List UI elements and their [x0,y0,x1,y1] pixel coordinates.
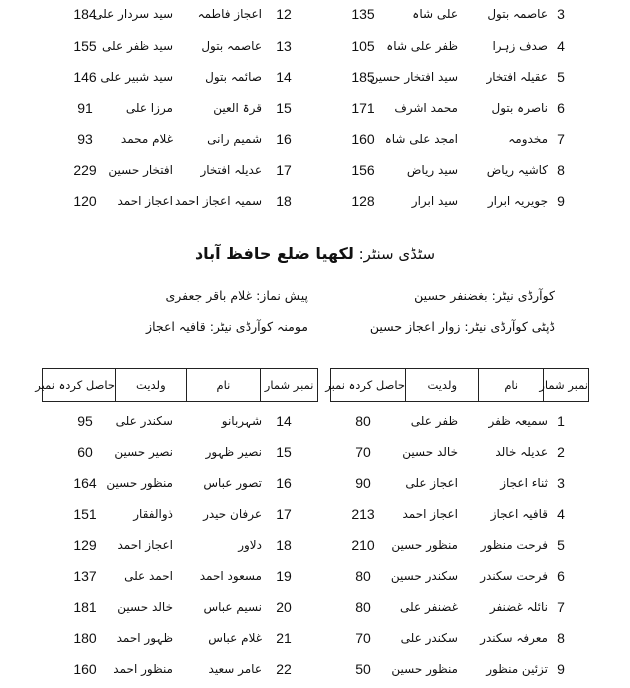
prayer-leader-line: پیش نماز: غلام باقر جعفری [165,288,308,303]
marks: 164 [73,475,97,491]
parent-name: نصیر حسین [114,445,173,459]
deputy-coordinator-line: ڈپٹی کوآرڈی نیٹر: زوار اعجاز حسین [369,319,555,334]
header-serial: نمبر شمار [543,369,588,401]
parent-name: مرزا علی [125,101,173,115]
parent-name: سید افتخار حسین [369,70,458,84]
table-row [0,623,630,653]
table-row [0,93,630,123]
marks: 80 [355,568,371,584]
marks: 120 [73,193,97,209]
parent-name: محمد اشرف [394,101,458,115]
marks: 160 [351,131,375,147]
serial-number: 15 [276,444,292,460]
parent-name: سید ابرار [411,194,458,208]
header-marks: حاصل کردہ نمبر [35,378,115,392]
parent-name: منظور حسین [391,662,458,676]
study-center-name: لکھیا ضلع حافظ آباد [194,244,354,263]
student-name: سمیعہ ظفر [488,414,548,428]
table-row [0,499,630,529]
parent-name: سید ظفر علی [102,39,173,53]
serial-number: 22 [276,661,292,677]
serial-number: 9 [557,661,565,677]
serial-number: 18 [276,537,292,553]
serial-number: 5 [557,537,565,553]
parent-name: سید شبیر علی [100,70,173,84]
student-name: عقیلہ افتخار [486,70,548,84]
student-name: ناصرہ بتول [491,101,548,115]
parent-name: غلام محمد [120,132,173,146]
student-name: عدیلہ خالد [495,445,548,459]
student-name: شہربانو [221,414,262,428]
marks: 135 [351,6,375,22]
marks: 229 [73,162,97,178]
serial-number: 14 [276,69,292,85]
student-name: عامر سعید [208,662,262,676]
serial-number: 1 [557,413,565,429]
table-row [0,654,630,684]
student-name: مخدومہ [508,132,548,146]
student-name: عاصمہ بتول [201,39,262,53]
table-row [0,406,630,436]
serial-number: 13 [276,38,292,54]
student-name: عاصمہ بتول [487,7,548,21]
parent-name: علی شاہ [412,7,458,21]
table-row [0,31,630,61]
serial-number: 19 [276,568,292,584]
table-row [0,124,630,154]
serial-number: 17 [276,506,292,522]
student-name: شمیم رانی [207,132,262,146]
marks: 105 [351,38,375,54]
serial-number: 17 [276,162,292,178]
parent-name: ظہور احمد [116,631,173,645]
coordinator-line: کوآرڈی نیٹر: بغضنفر حسین [414,288,555,303]
marks: 80 [355,413,371,429]
parent-name: احمد علی [124,569,173,583]
parent-name: منظور حسین [391,538,458,552]
marks: 185 [351,69,375,85]
marks: 160 [73,661,97,677]
female-coordinator-line: مومنہ کوآرڈی نیٹر: قافیہ اعجاز [146,319,308,334]
parent-name: سکندر علی [400,631,458,645]
student-name: سمیہ اعجاز احمد [175,194,262,208]
parent-name: سید ریاض [406,163,458,177]
student-name: فرحت منظور [480,538,548,552]
parent-name: غضنفر علی [400,600,458,614]
student-name: نصیر ظہور [205,445,262,459]
marks: 95 [77,413,93,429]
student-name: عدیلہ افتخار [200,163,262,177]
student-name: عرفان حیدر [203,507,262,521]
serial-number: 4 [557,506,565,522]
marks: 128 [351,193,375,209]
serial-number: 3 [557,6,565,22]
student-name: فرحت سکندر [480,569,548,583]
serial-number: 14 [276,413,292,429]
header-name: نام [186,369,261,401]
student-name: تصور عباس [203,476,262,490]
parent-name: خالد حسین [117,600,173,614]
serial-number: 9 [557,193,565,209]
marks: 80 [355,599,371,615]
serial-number: 2 [557,444,565,460]
serial-number: 6 [557,100,565,116]
marks: 181 [73,599,97,615]
student-name: اعجاز فاطمہ [197,7,262,21]
student-name: تزئین منظور [486,662,548,676]
marks: 50 [355,661,371,677]
serial-number: 6 [557,568,565,584]
serial-number: 3 [557,475,565,491]
student-name: معرفہ سکندر [480,631,548,645]
left-table-header [35,368,318,402]
marks: 156 [351,162,375,178]
serial-number: 21 [276,630,292,646]
right-table-header [325,368,589,402]
serial-number: 18 [276,193,292,209]
marks: 90 [355,475,371,491]
serial-number: 4 [557,38,565,54]
parent-name: سید سردار علی [93,7,173,21]
marks: 184 [73,6,97,22]
table-row [0,62,630,92]
parent-name: ظفر علی شاہ [386,39,458,53]
header-parentage: ولدیت [115,369,186,401]
table-row [0,0,630,29]
parent-name: ذوالفقار [133,507,173,521]
parent-name: اعجاز احمد [402,507,458,521]
parent-name: سکندر علی [115,414,173,428]
parent-name: سکندر حسین [390,569,458,583]
table-row [0,468,630,498]
table-row [0,530,630,560]
marks: 70 [355,444,371,460]
serial-number: 7 [557,599,565,615]
parent-name: اعجاز علی [405,476,458,490]
serial-number: 16 [276,475,292,491]
student-name: دلاور [238,538,262,552]
student-name: کاشیہ ریاض [486,163,548,177]
parent-name: امجد علی شاہ [384,132,458,146]
header-marks: حاصل کردہ نمبر [325,378,405,392]
study-center-label: سٹڈی سنٹر: [358,245,436,263]
header-name: نام [478,369,543,401]
table-row [0,437,630,467]
student-name: قرۃ العین [213,101,262,115]
marks: 155 [73,38,97,54]
marks: 213 [351,506,375,522]
marks: 129 [73,537,97,553]
parent-name: ظفر علی [410,414,458,428]
student-name: مسعود احمد [199,569,262,583]
marks: 70 [355,630,371,646]
student-name: ثناء اعجاز [500,476,548,490]
study-center-heading [0,241,630,267]
table-row [0,592,630,622]
serial-number: 15 [276,100,292,116]
marks: 180 [73,630,97,646]
marks: 137 [73,568,97,584]
student-name: نائلہ غضنفر [489,600,548,614]
student-name: صدف زہرا [492,39,548,53]
serial-number: 8 [557,162,565,178]
header-serial: نمبر شمار [260,369,317,401]
table-row [0,155,630,185]
table-row [0,561,630,591]
student-name: قافیہ اعجاز [490,507,548,521]
parent-name: اعجاز احمد [117,194,173,208]
student-name: نسیم عباس [203,600,262,614]
marks: 91 [77,100,93,116]
marks: 210 [351,537,375,553]
student-name: صائمہ بتول [205,70,262,84]
student-name: غلام عباس [208,631,262,645]
marks: 151 [73,506,97,522]
serial-number: 12 [276,6,292,22]
serial-number: 7 [557,131,565,147]
parent-name: خالد حسین [402,445,458,459]
serial-number: 20 [276,599,292,615]
table-row [0,186,630,216]
student-name: جویریہ ابرار [487,194,548,208]
serial-number: 5 [557,69,565,85]
parent-name: منظور حسین [106,476,173,490]
serial-number: 16 [276,131,292,147]
parent-name: افتخار حسین [108,163,173,177]
marks: 93 [77,131,93,147]
parent-name: منظور احمد [113,662,173,676]
serial-number: 8 [557,630,565,646]
marks: 146 [73,69,97,85]
marks: 171 [351,100,375,116]
marks: 60 [77,444,93,460]
parent-name: اعجاز احمد [117,538,173,552]
header-parentage: ولدیت [405,369,478,401]
